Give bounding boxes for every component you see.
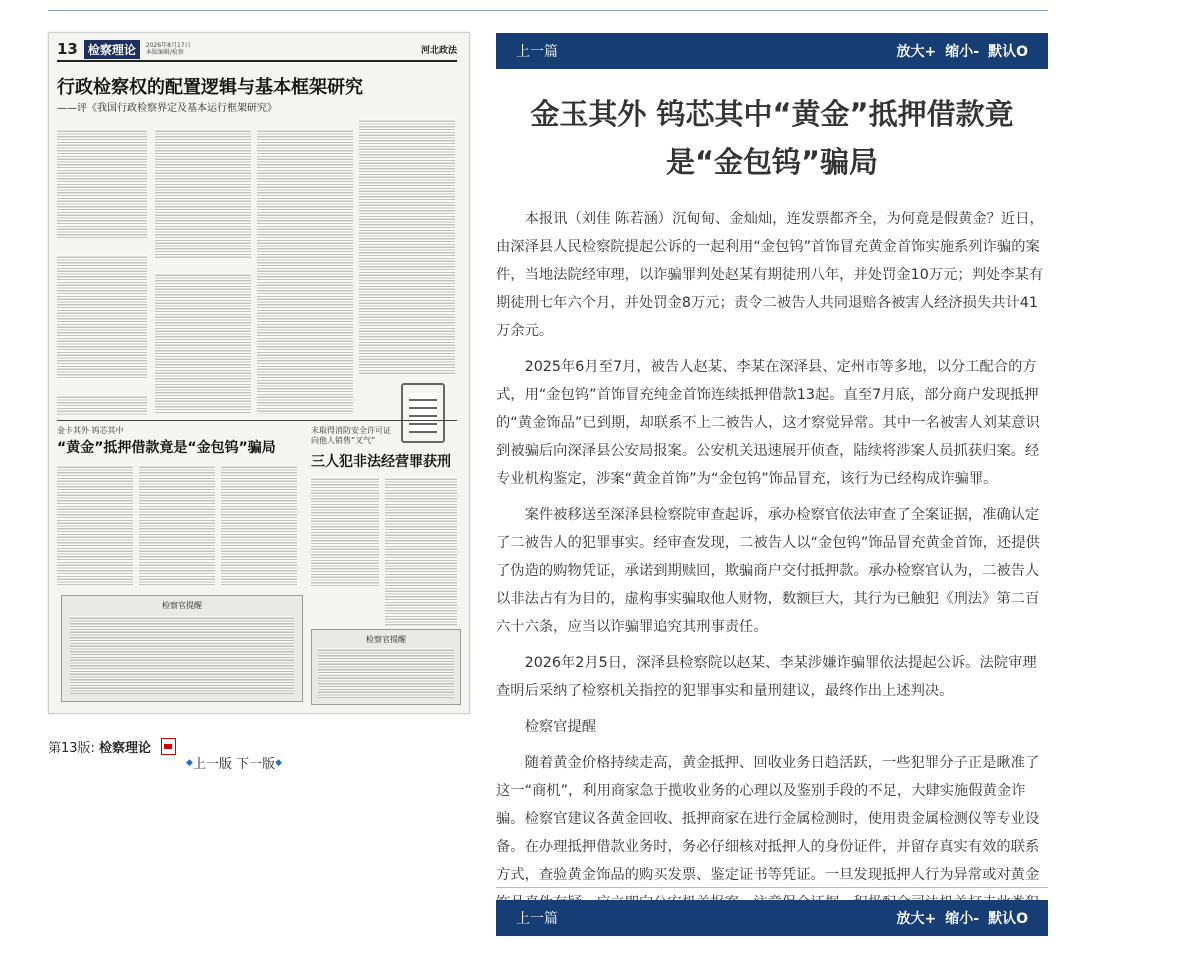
- page-pager: [186, 753, 282, 772]
- next-page-link[interactable]: 下一版: [236, 757, 276, 772]
- newspaper-date: 2026年8月17日 本版编辑/检察: [145, 42, 191, 56]
- newspaper-page-thumbnail[interactable]: [48, 32, 470, 714]
- newspaper-rule: [57, 420, 457, 421]
- newspaper-kicker: 向他人销售“叉气”: [311, 436, 376, 445]
- article-toolbar-top: [496, 33, 1048, 69]
- article-paragraph: 2025年6月至7月，被告人赵某、李某在深泽县、定州市等多地，以分工配合的方式，用“金包钨”首饰冒充纯金首饰连续抵押借款13起。直至7月底，部分商户发现抵押的“黄金饰品”已到期，却联系不上二被告人，这才察觉异常。其中一名被害人刘某意识到被骗后向深泽县公安局报案。公安机关迅速展开侦查，陆续将涉案人员抓获归案。经专业机构鉴定，涉案“黄金首饰”为“金包钨”饰品冒充，该行为已经构成诈骗罪。: [496, 359, 1040, 487]
- newspaper-kicker: 金卡其外 钨芯其中: [57, 426, 124, 435]
- text-column: [257, 129, 353, 414]
- newspaper-headline[interactable]: 行政检察权的配置逻辑与基本框架研究: [57, 77, 363, 98]
- text-column: [139, 465, 215, 585]
- newspaper-article-headline[interactable]: “黄金”抵押借款竟是“金包钨”骗局: [57, 440, 276, 456]
- zoom-in-button[interactable]: 放大+: [896, 911, 937, 927]
- zoom-in-button[interactable]: 放大+: [896, 44, 937, 60]
- text-column: [221, 465, 297, 585]
- article-paragraph: 案件被移送至深泽县检察院审查起诉，承办检察官依法审查了全案证据，准确认定了二被告人的犯罪事实。经审查发现，二被告人以“金包钨”饰品冒充黄金首饰，还提供了伪造的购物凭证，承诺到期赎回，欺骗商户交付抵押款。承办检察官认为，二被告人以非法占有为目的，虚构事实骗取他人财物，数额巨大，其行为已触犯《刑法》第二百六十六条，应当以诈骗罪追究其刑事责任。: [496, 507, 1040, 635]
- prev-article-link[interactable]: 上一篇: [516, 911, 558, 927]
- text-column: [57, 395, 147, 415]
- text-column: [155, 273, 251, 413]
- article-paragraph: 本报讯（刘佳 陈若涵）沉甸甸、金灿灿，连发票都齐全，为何竟是假黄金？近日，由深泽县人民检察院提起公诉的一起利用“金包钨”首饰冒充黄金首饰实施系列诈骗的案件，当地法院经审理，以诈骗罪判处赵某有期徒刑八年，并处罚金10万元；判处李某有期徒刑七年六个月，并处罚金8万元；责令二被告人共同退赔各被害人经济损失共计41万余元。: [496, 211, 1044, 339]
- newspaper-section: 检察理论: [84, 40, 140, 59]
- newspaper-sidebar-box: 检察官提醒: [61, 595, 303, 702]
- text-column: [155, 129, 251, 259]
- text-column: [57, 465, 133, 585]
- newspaper-subheadline: ——评《我国行政检察界定及基本运行框架研究》: [57, 103, 277, 114]
- text-column: [57, 255, 147, 380]
- prev-article-link[interactable]: 上一篇: [516, 44, 558, 60]
- arrow-left-icon: ◆: [186, 757, 193, 768]
- reset-size-button[interactable]: 默认O: [988, 44, 1028, 60]
- newspaper-header: [57, 38, 457, 62]
- newspaper-kicker: 未取得消防安全许可证: [311, 426, 391, 435]
- text-column: [311, 477, 379, 587]
- prev-page-link[interactable]: 上一版: [192, 757, 232, 772]
- page-label: 第13版:: [48, 741, 95, 756]
- newspaper-article-headline[interactable]: 三人犯非法经营罪获刑: [311, 454, 451, 470]
- newspaper-sidebar-box: 检察官提醒: [311, 629, 461, 705]
- newspaper-page-number: 13: [57, 40, 78, 58]
- article-body: [496, 205, 1048, 953]
- reset-size-button[interactable]: 默认O: [988, 911, 1028, 927]
- arrow-right-icon: ◆: [275, 757, 283, 768]
- newspaper-masthead: 河北政法: [420, 45, 457, 56]
- font-size-tools: [897, 908, 1028, 928]
- page-caption: [48, 737, 176, 756]
- text-column: [57, 129, 147, 239]
- zoom-out-button[interactable]: 缩小-: [945, 44, 980, 60]
- text-column: [385, 477, 457, 627]
- document-icon: [401, 383, 445, 443]
- article-title: 金玉其外 钨芯其中“黄金”抵押借款竟是“金包钨”骗局: [530, 97, 1014, 179]
- zoom-out-button[interactable]: 缩小-: [945, 911, 980, 927]
- font-size-tools: [897, 41, 1028, 61]
- article-toolbar-bottom: [496, 900, 1048, 936]
- article-divider: [496, 887, 1048, 888]
- page-section-link[interactable]: 检察理论: [98, 741, 151, 756]
- article-paragraph: 2026年2月5日，深泽县检察院以赵某、李某涉嫌诈骗罪依法提起公诉。法院审理查明后采纳了检察机关指控的犯罪事实和量刑建议，最终作出上述判决。: [496, 655, 1037, 699]
- article-subheading: 检察官提醒: [524, 719, 597, 735]
- text-column: [359, 119, 455, 374]
- article-paragraph: 随着黄金价格持续走高，黄金抵押、回收业务日趋活跃，一些犯罪分子正是瞅准了这一“商机”，利用商家急于揽收业务的心理以及鉴别手段的不足，大肆实施假黄金诈骗。检察官建议各黄金回收、抵押商家在进行金属检测时，使用贵金属检测仪等专业设备。在办理抵押借款业务时，务必仔细核对抵押人的身份证件，并留存真实有效的联系方式，查验黄金饰品的购买发票、鉴定证书等凭证。一旦发现抵押人行为异常或对黄金: [496, 755, 1040, 883]
- top-divider: [48, 10, 1048, 11]
- pdf-icon[interactable]: [161, 738, 176, 755]
